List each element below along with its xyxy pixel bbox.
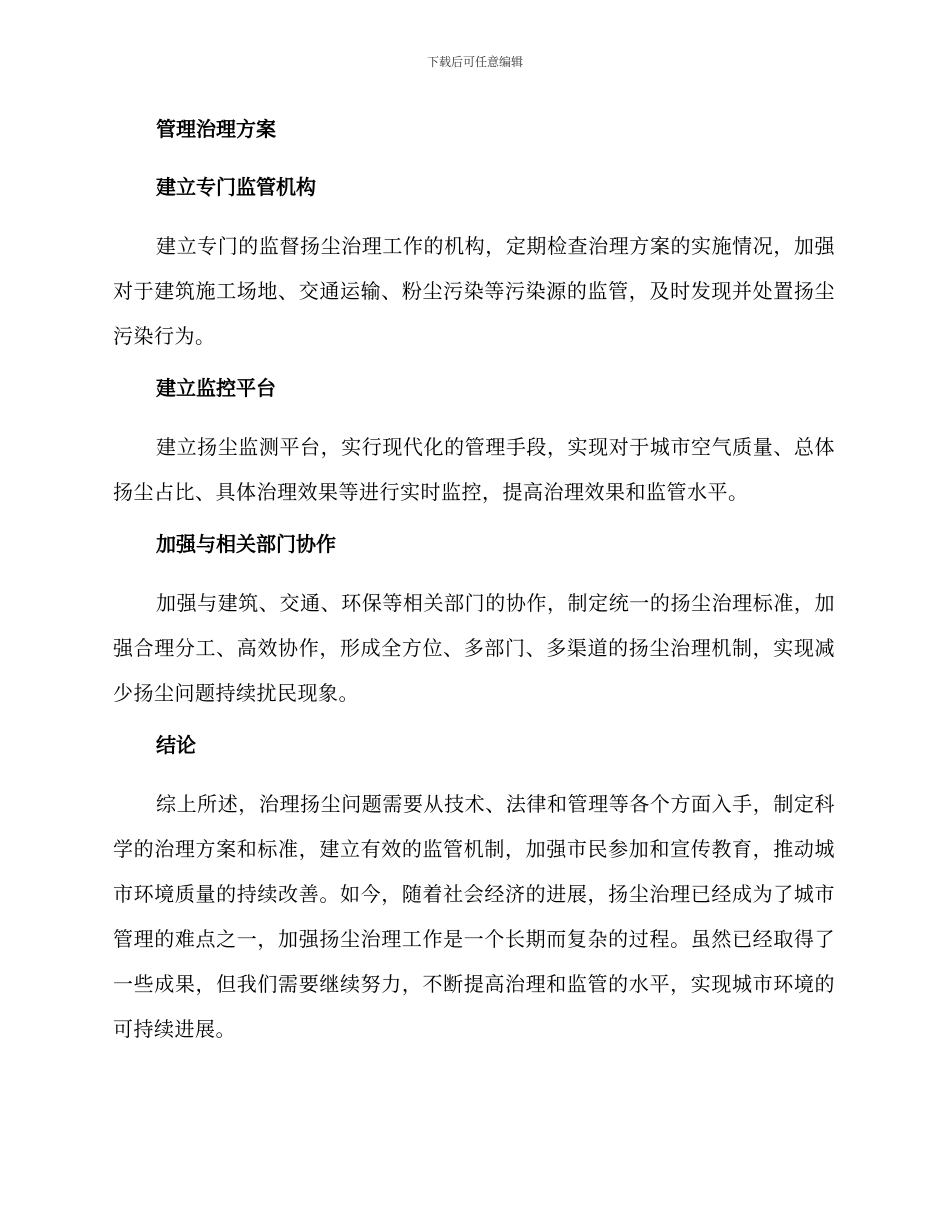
section-heading: 建立专门监管机构	[156, 175, 316, 199]
section-heading: 结论	[156, 733, 196, 757]
section-paragraph: 综上所述，治理扬尘问题需要从技术、法律和管理等各个方面入手，制定科学的治理方案和标准，建立有效的监管机制，加强市民参加和宣传教育，推动城市环境质量的持续改善。如今，随着社会经济的进展，扬尘治理已经成为了城市管理的难点之一，加强扬尘治理工作是一个长期而复杂的过程。虽然已经取得了一些成果，但我们需要继续努力，不断提高治理和监管的水平，实现城市环境的可持续进展。	[113, 792, 835, 1041]
section-paragraph: 加强与建筑、交通、环保等相关部门的协作，制定统一的扬尘治理标准，加强合理分工、高效协作，形成全方位、多部门、多渠道的扬尘治理机制，实现减少扬尘问题持续扰民现象。	[113, 591, 835, 705]
document-body	[113, 108, 835, 1060]
section-paragraph: 建立专门的监督扬尘治理工作的机构，定期检查治理方案的实施情况，加强对于建筑施工场地、交通运输、粉尘污染等污染源的监管，及时发现并处置扬尘污染行为。	[113, 234, 835, 348]
section-heading: 建立监控平台	[156, 376, 276, 400]
section-heading: 管理治理方案	[156, 117, 276, 141]
section-heading: 加强与相关部门协作	[156, 532, 336, 556]
section-paragraph: 建立扬尘监测平台，实行现代化的管理手段，实现对于城市空气质量、总体扬尘占比、具体治理效果等进行实时监控，提高治理效果和监管水平。	[113, 435, 835, 504]
page-header-note: 下载后可任意编辑	[426, 55, 523, 69]
